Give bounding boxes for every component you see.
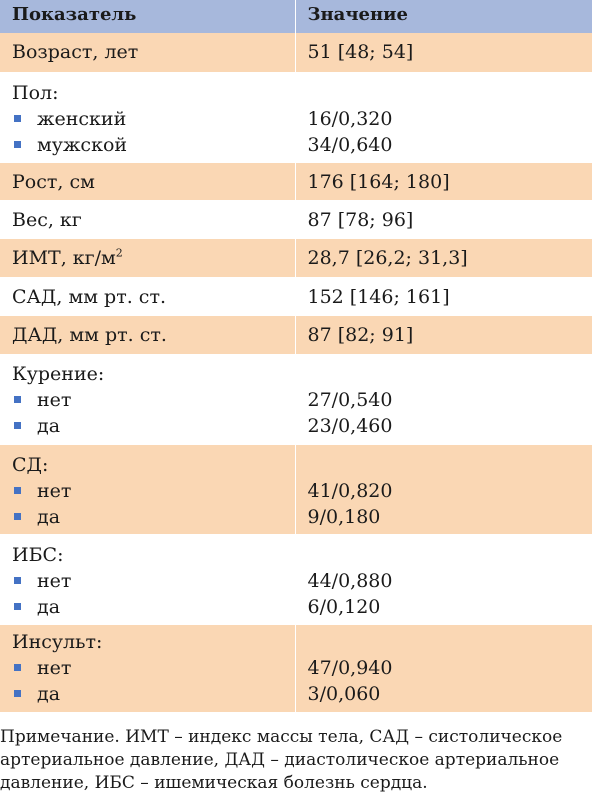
row-value-cell [295, 534, 592, 624]
row-value: 51 [48; 54] [295, 33, 592, 72]
list-item-value: 44/0,880 [307, 569, 393, 592]
list-item-value: 34/0,640 [307, 133, 393, 156]
row-label: САД, мм рт. ст. [0, 277, 295, 315]
row-label: ИБС: [12, 543, 64, 566]
row-label: Возраст, лет [0, 33, 295, 72]
list-item-value: 23/0,460 [307, 414, 393, 437]
list-item [12, 478, 295, 504]
row-label-cell [0, 624, 295, 712]
table-row [0, 72, 592, 162]
table-row [0, 444, 592, 534]
row-label: Рост, см [0, 162, 295, 200]
row-value: 152 [146; 161] [295, 277, 592, 315]
list-item-label: да [37, 505, 61, 528]
row-label: Пол: [12, 81, 59, 104]
bullet-icon [14, 690, 21, 697]
list-item [12, 655, 295, 681]
row-label: СД: [12, 453, 49, 476]
row-value: 28,7 [26,2; 31,3] [295, 238, 592, 277]
list-item [12, 413, 295, 439]
table-row [0, 534, 592, 624]
row-value-cell [295, 624, 592, 712]
list-item-value: 47/0,940 [307, 656, 393, 679]
bullet-icon [14, 577, 21, 584]
list-item-label: нет [37, 569, 72, 592]
row-value-cell [295, 354, 592, 444]
bullet-icon [14, 603, 21, 610]
list-item-label: да [37, 414, 61, 437]
list-item-label: да [37, 595, 61, 618]
list-item [12, 681, 295, 707]
table-row [0, 238, 592, 277]
list-item [12, 568, 295, 594]
row-label: Курение: [12, 362, 105, 385]
table-row [0, 624, 592, 712]
table-row [0, 162, 592, 200]
list-item [12, 132, 295, 158]
list-item-label: мужской [37, 133, 128, 156]
row-value-cell [295, 72, 592, 162]
row-value-cell [295, 444, 592, 534]
bullet-icon [14, 115, 21, 122]
header-value: Значение [295, 0, 592, 33]
header-indicator: Показатель [0, 0, 295, 33]
list-item [12, 106, 295, 132]
row-label: Инсульт: [12, 630, 103, 653]
row-label-cell [0, 354, 295, 444]
table-row [0, 354, 592, 444]
list-item-label: нет [37, 656, 72, 679]
row-label: ДАД, мм рт. ст. [0, 315, 295, 354]
list-item-value: 9/0,180 [307, 505, 381, 528]
list-item-label: женский [37, 107, 127, 130]
table-header-row [0, 0, 592, 33]
table-row [0, 33, 592, 72]
list-item-value: 3/0,060 [307, 682, 381, 705]
row-value: 176 [164; 180] [295, 162, 592, 200]
list-item-value: 6/0,120 [307, 595, 381, 618]
bullet-icon [14, 664, 21, 671]
table-row [0, 277, 592, 315]
bullet-icon [14, 513, 21, 520]
table-row [0, 200, 592, 238]
list-item-label: нет [37, 479, 72, 502]
bullet-icon [14, 396, 21, 403]
row-label: Вес, кг [0, 200, 295, 238]
table-note: Примечание. ИМТ – индекс массы тела, САД – систолическое артериальное давление, ДАД – диастолическое артериальное давление, ИБС – ишемическая болезнь сердца. [0, 727, 563, 793]
row-label-cell [0, 534, 295, 624]
row-value: 87 [82; 91] [295, 315, 592, 354]
list-item-value: 41/0,820 [307, 479, 393, 502]
list-item-value: 16/0,320 [307, 107, 393, 130]
row-value: 87 [78; 96] [295, 200, 592, 238]
table-row [0, 315, 592, 354]
bullet-icon [14, 422, 21, 429]
list-item-label: да [37, 682, 61, 705]
list-item [12, 594, 295, 620]
list-item [12, 504, 295, 530]
list-item-value: 27/0,540 [307, 388, 393, 411]
bullet-icon [14, 487, 21, 494]
row-label-cell [0, 444, 295, 534]
bullet-icon [14, 141, 21, 148]
list-item [12, 387, 295, 413]
row-label-cell [0, 238, 295, 277]
row-label: ИМТ, кг/м [12, 246, 116, 269]
row-label-superscript: 2 [115, 246, 123, 260]
list-item-label: нет [37, 388, 72, 411]
row-label-cell [0, 72, 295, 162]
